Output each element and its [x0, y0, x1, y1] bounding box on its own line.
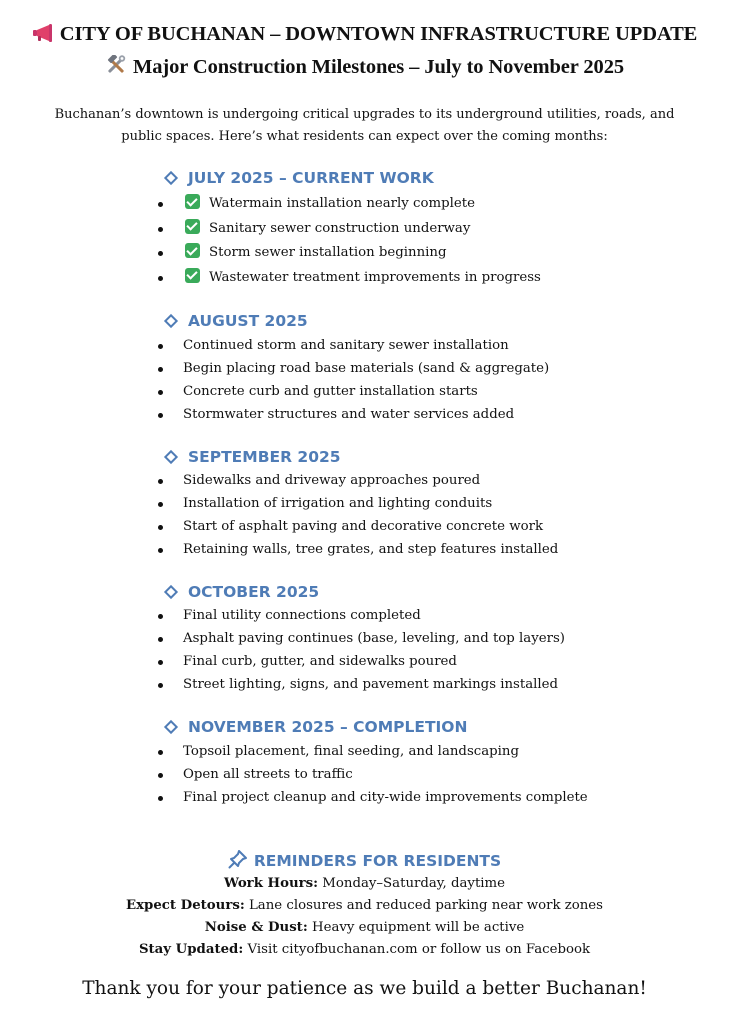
list-item: Concrete curb and gutter installation starts: [0, 381, 549, 404]
list-october: [0, 605, 565, 697]
list-august: [0, 335, 549, 427]
list-item: Start of asphalt paving and decorative concrete work: [0, 516, 558, 539]
section-heading-november: NOVEMBER 2025 – COMPLETION: [163, 716, 467, 738]
intro-paragraph: Buchanan’s downtown is undergoing critical upgrades to its underground utilities, roads, and public spaces. Here’s what residents can expect over the coming months:: [54, 107, 675, 144]
pushpin-icon: [228, 849, 248, 873]
list-item: Open all streets to traffic: [0, 764, 588, 787]
list-item: Final curb, gutter, and sidewalks poured: [0, 651, 565, 674]
list-july: [0, 192, 541, 290]
list-september: [0, 470, 558, 562]
section-heading-july: JULY 2025 – CURRENT WORK: [163, 167, 434, 189]
list-item: Final project cleanup and city-wide improvements complete: [0, 787, 588, 810]
document-subtitle: [0, 55, 729, 81]
hammer-wrench-icon: [105, 55, 127, 81]
list-item: Sanitary sewer construction underway: [0, 217, 541, 242]
list-item: Wastewater treatment improvements in progress: [0, 266, 541, 291]
reminders-heading: REMINDERS FOR RESIDENTS: [0, 849, 729, 873]
section-heading-august: AUGUST 2025: [163, 310, 308, 332]
list-item: Sidewalks and driveway approaches poured: [0, 470, 558, 493]
megaphone-icon: [32, 24, 54, 48]
list-item: Asphalt paving continues (base, leveling, and top layers): [0, 628, 565, 651]
list-item: Retaining walls, tree grates, and step features installed: [0, 539, 558, 562]
document-title: [0, 23, 729, 48]
diamond-icon: [164, 585, 178, 599]
reminder-stay-updated: Stay Updated: Visit cityofbuchanan.com or follow us on Facebook: [138, 942, 591, 957]
check-mark-icon: [185, 243, 200, 258]
title-text: CITY OF BUCHANAN – DOWNTOWN INFRASTRUCTURE UPDATE: [59, 23, 698, 45]
check-mark-icon: [185, 194, 200, 209]
list-item: Installation of irrigation and lighting conduits: [0, 493, 558, 516]
section-heading-september: SEPTEMBER 2025: [163, 446, 341, 468]
subtitle-text: Major Construction Milestones – July to November 2025: [132, 56, 624, 78]
section-heading-october: OCTOBER 2025: [163, 581, 319, 603]
list-november: [0, 741, 588, 810]
diamond-icon: [164, 720, 178, 734]
list-item: Storm sewer installation beginning: [0, 241, 541, 266]
check-mark-icon: [185, 219, 200, 234]
list-item: Watermain installation nearly complete: [0, 192, 541, 217]
reminder-detours: Expect Detours: Lane closures and reduced parking near work zones: [125, 898, 603, 913]
list-item: Begin placing road base materials (sand & aggregate): [0, 358, 549, 381]
diamond-icon: [164, 171, 178, 185]
check-mark-icon: [185, 268, 200, 283]
reminder-work-hours: Work Hours: Monday–Saturday, daytime: [223, 876, 506, 891]
closing-message: Thank you for your patience as we build a better Buchanan!: [82, 978, 647, 999]
diamond-icon: [164, 450, 178, 464]
list-item: Topsoil placement, final seeding, and landscaping: [0, 741, 588, 764]
list-item: Street lighting, signs, and pavement markings installed: [0, 674, 565, 697]
list-item: Stormwater structures and water services added: [0, 404, 549, 427]
reminder-noise-dust: Noise & Dust: Heavy equipment will be active: [204, 920, 525, 935]
diamond-icon: [164, 314, 178, 328]
list-item: Continued storm and sanitary sewer installation: [0, 335, 549, 358]
list-item: Final utility connections completed: [0, 605, 565, 628]
